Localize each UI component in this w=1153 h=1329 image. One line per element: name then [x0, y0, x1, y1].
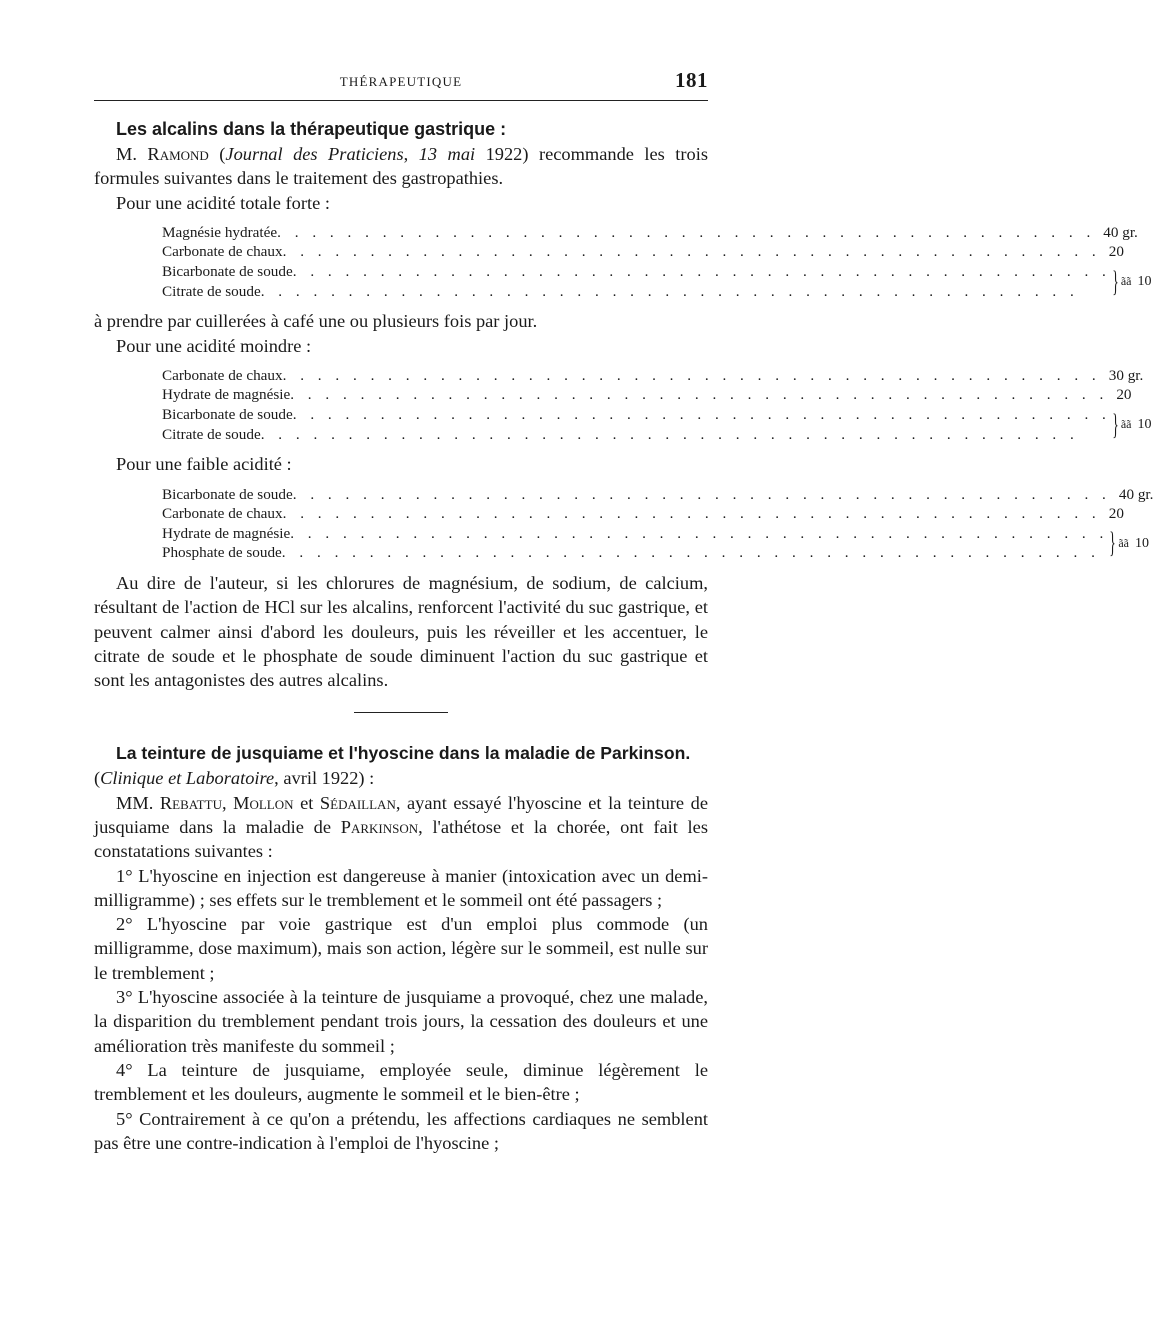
header-rule — [94, 100, 708, 101]
formula-pair — [162, 524, 1149, 563]
intro-mid: , ayant essayé l'hyoscine et la teinture de jusquiame dans la maladie de — [94, 792, 708, 837]
ingredient-name: Phosphate de soude — [162, 544, 282, 562]
pair-qty-value: 10 — [1137, 416, 1152, 432]
pair-qty — [1118, 534, 1149, 554]
formula-row — [162, 485, 1153, 505]
disease-name: Parkinson — [340, 816, 419, 837]
formula-row — [162, 262, 1111, 282]
intro-end: , l'athétose et la chorée, ont fait les constatations suivantes : — [94, 816, 708, 862]
intro-rest: 1922) recommande les trois formules suivantes dans le traitement des gastropathies. — [94, 144, 708, 189]
section-alcalins — [94, 117, 1153, 692]
intro-paragraph — [94, 791, 708, 864]
ingredient-name: Carbonate de chaux — [162, 243, 283, 261]
formula-row — [162, 405, 1111, 425]
intro-paragraph — [94, 142, 708, 191]
leader-dots — [290, 524, 1108, 544]
brace-icon: } — [1112, 407, 1119, 441]
book-page — [94, 60, 1153, 1155]
journal-name: Journal des Praticiens — [225, 144, 404, 164]
ingredient-name: Hydrate de magnésie — [162, 524, 291, 542]
list-item: 5° Contrairement à ce qu'on a prétendu, les affections cardiaques ne semblent pas être une contre-indication à l'emploi de l'hyoscine ; — [94, 1108, 708, 1153]
formula-intro: Pour une acidité totale forte : — [116, 192, 330, 213]
ingredient-qty: 20 — [1116, 386, 1132, 404]
citation-comma: , — [403, 144, 419, 164]
formula-row — [162, 366, 1144, 386]
leader-dots — [277, 223, 1095, 243]
page-number: 181 — [675, 68, 708, 92]
author-sep: et — [293, 792, 320, 813]
author-name: Ramond — [147, 144, 209, 164]
ingredient-name: Citrate de soude — [162, 425, 261, 443]
formula-pair — [162, 262, 1152, 301]
formula-intro: Pour une faible acidité : — [116, 454, 292, 475]
formula-row — [162, 543, 1108, 563]
leader-dots — [261, 282, 1111, 302]
formula-block — [162, 485, 1153, 563]
source-open: ( — [94, 768, 101, 789]
formula-intro: Pour une acidité moindre : — [116, 335, 312, 356]
source-rest: , avril 1922) : — [274, 768, 375, 789]
citation-date: 13 mai — [418, 144, 476, 164]
brace-icon: } — [1112, 264, 1119, 298]
formula-row — [162, 385, 1132, 405]
pair-qty-value: 10 — [1134, 535, 1149, 551]
pair-qty — [1121, 272, 1152, 292]
pair-qty-value: 10 — [1137, 273, 1152, 289]
leader-dots — [290, 385, 1108, 405]
formula-row — [162, 425, 1111, 445]
list-item: 1° L'hyoscine en injection est dangereuse à manier (intoxication avec un demi-milligramme) ; ses effets sur le tremblement et le sommeil ont été passagers ; — [94, 865, 708, 910]
citation-open: ( — [208, 144, 226, 164]
aa-marker: ãã — [1120, 416, 1132, 431]
ingredient-qty: 40 gr. — [1118, 485, 1153, 503]
ingredient-qty: 20 — [1108, 243, 1124, 261]
ingredient-qty: 30 gr. — [1108, 366, 1144, 384]
aa-marker: ãã — [1120, 273, 1132, 288]
formula-row — [162, 282, 1111, 302]
conclusion-paragraph: Au dire de l'auteur, si les chlorures de magnésium, de sodium, de calcium, résultant de l'action de HCl sur les alcalins, renforcent l'activité du suc gastrique, et peuvent calmer ainsi d'abord les douleurs, puis les réveiller et les accentuer, le citrate de soude et le phosphate de soude diminuent l'action du suc gastrique et sont les antagonistes des autres alcalins. — [94, 572, 708, 691]
list-item: 4° La teinture de jusquiame, employée seule, diminue légèrement le tremblement et les douleurs, augmente le sommeil et le bien-être ; — [94, 1059, 708, 1105]
ingredient-name: Citrate de soude — [162, 282, 261, 300]
ingredient-qty: 40 gr. — [1103, 223, 1138, 241]
section-title: La teinture de jusquiame et l'hyoscine dans la maladie de Parkinson. — [116, 743, 691, 764]
author-sep: , — [221, 792, 234, 813]
leader-dots — [282, 543, 1109, 563]
list-item: 2° L'hyoscine par voie gastrique est d'un emploi plus commode (un milligramme, dose maximum), mais son action, légère sur le sommeil, est nulle sur le tremblement ; — [94, 914, 708, 983]
list-item: 3° L'hyoscine associée à la teinture de jusquiame a provoqué, chez une malade, la disparition du tremblement pendant trois jours, la cessation des douleurs et une amélioration très manifeste du sommeil ; — [94, 987, 708, 1056]
leader-dots — [293, 262, 1111, 282]
ingredient-name: Bicarbonate de soude — [162, 263, 293, 281]
author-name: Mollon — [233, 792, 294, 813]
ingredient-name: Bicarbonate de soude — [162, 485, 293, 503]
section-jusquiame — [94, 741, 708, 1155]
formula-row — [162, 223, 1138, 243]
source-line — [94, 766, 708, 790]
formula-row — [162, 524, 1108, 544]
formula-block — [162, 366, 1152, 444]
leader-dots — [293, 485, 1111, 505]
ingredient-name: Bicarbonate de soude — [162, 406, 293, 424]
ingredient-name: Magnésie hydratée — [162, 223, 278, 241]
leader-dots — [283, 242, 1101, 262]
formula-row — [162, 504, 1124, 524]
usage-line: à prendre par cuillerées à café une ou plusieurs fois par jour. — [94, 311, 538, 332]
ingredient-name: Hydrate de magnésie — [162, 386, 291, 404]
formula-block — [162, 223, 1152, 301]
ingredient-qty: 20 — [1108, 505, 1124, 523]
leader-dots — [283, 366, 1101, 386]
author-name: Sédaillan — [319, 792, 396, 813]
author-name: Rebattu — [159, 792, 222, 813]
brace-icon: } — [1109, 526, 1117, 560]
section-divider — [354, 712, 448, 713]
pair-qty — [1121, 415, 1152, 435]
ingredient-name: Carbonate de chaux — [162, 505, 283, 523]
formula-pair — [162, 405, 1152, 444]
journal-name: Clinique et Laboratoire — [100, 768, 275, 789]
aa-marker: ãã — [1118, 535, 1129, 550]
leader-dots — [283, 504, 1101, 524]
leader-dots — [293, 405, 1111, 425]
author-prefix: M. — [116, 144, 148, 164]
running-title: THÉRAPEUTIQUE — [339, 74, 463, 89]
formula-row — [162, 242, 1124, 262]
section-title: Les alcalins dans la thérapeutique gastrique : — [116, 119, 507, 139]
page-header — [94, 60, 708, 96]
leader-dots — [261, 425, 1111, 445]
ingredient-name: Carbonate de chaux — [162, 366, 283, 384]
authors-prefix: MM. — [116, 792, 160, 813]
